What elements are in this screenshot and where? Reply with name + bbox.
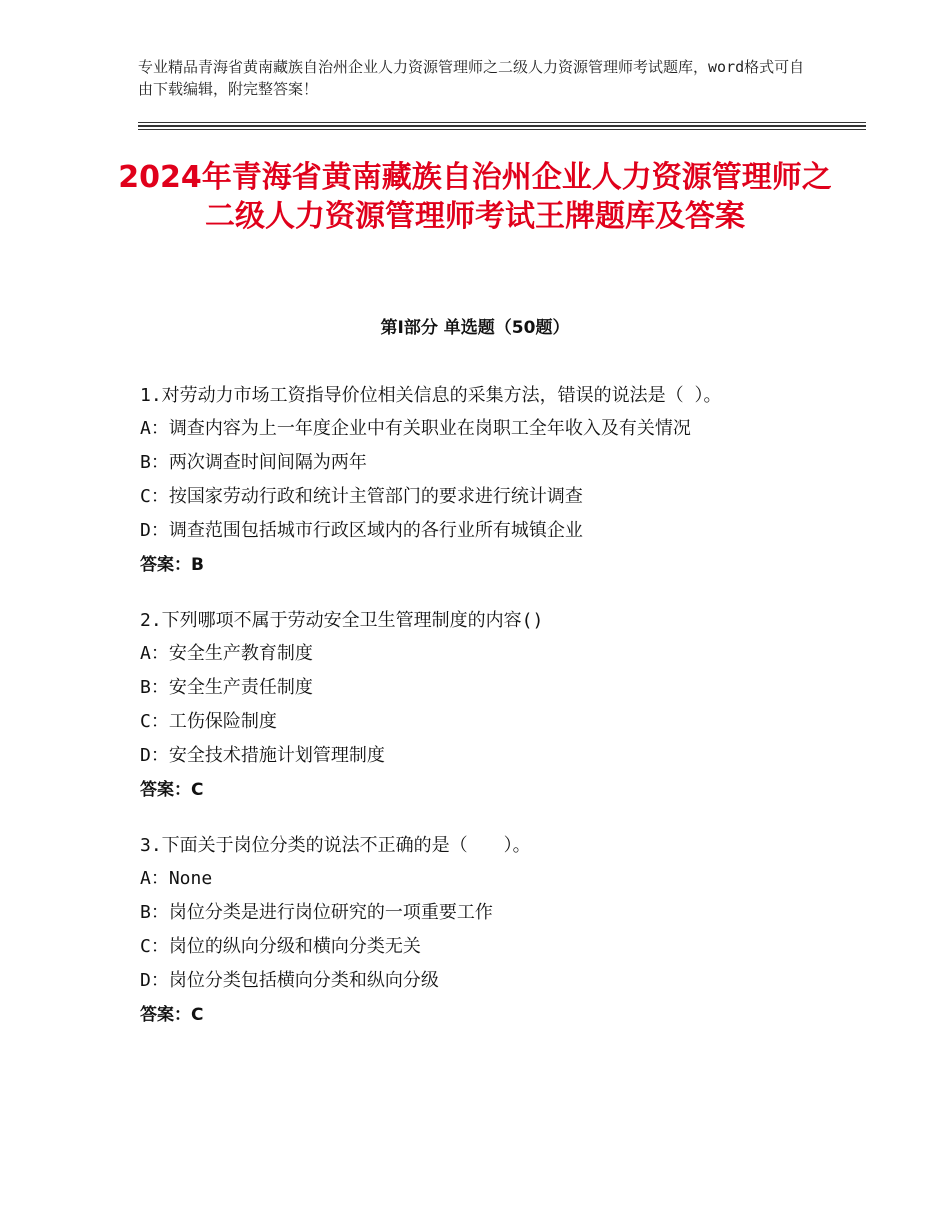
header-rule-bottom: [138, 129, 866, 130]
answer: 答案：C: [140, 1005, 204, 1025]
question-stem: 3.下面关于岗位分类的说法不正确的是（ ）。: [140, 835, 531, 856]
question-list: [140, 380, 820, 1055]
question-stem: 2.下列哪项不属于劳动安全卫生管理制度的内容(): [140, 610, 544, 631]
question-3: [140, 830, 820, 1032]
option-a: A：None: [140, 868, 213, 889]
header-note: 专业精品青海省黄南藏族自治州企业人力资源管理师之二级人力资源管理师考试题库，word格式可自由下载编辑，附完整答案！: [138, 58, 805, 98]
option-c: C：工伤保险制度: [140, 711, 277, 732]
header-rule-middle: [138, 125, 866, 127]
question-stem: 1.对劳动力市场工资指导价位相关信息的采集方法，错误的说法是（ ）。: [140, 385, 722, 406]
header-rule-top: [138, 122, 866, 123]
option-b: B：两次调查时间间隔为两年: [140, 452, 367, 473]
question-2: [140, 605, 820, 807]
document-title: 2024年青海省黄南藏族自治州企业人力资源管理师之二级人力资源管理师考试王牌题库及答案: [118, 160, 832, 234]
option-a: A：安全生产教育制度: [140, 643, 313, 664]
option-b: B：岗位分类是进行岗位研究的一项重要工作: [140, 902, 493, 923]
question-1: [140, 380, 820, 582]
option-d: D：安全技术措施计划管理制度: [140, 745, 385, 766]
answer: 答案：B: [140, 555, 204, 575]
option-d: D：岗位分类包括横向分类和纵向分级: [140, 970, 439, 991]
option-c: C：按国家劳动行政和统计主管部门的要求进行统计调查: [140, 486, 583, 507]
option-c: C：岗位的纵向分级和横向分类无关: [140, 936, 421, 957]
option-b: B：安全生产责任制度: [140, 677, 313, 698]
section-title: 第Ⅰ部分 单选题（50题）: [380, 318, 570, 338]
answer: 答案：C: [140, 780, 204, 800]
option-d: D：调查范围包括城市行政区域内的各行业所有城镇企业: [140, 520, 583, 541]
option-a: A：调查内容为上一年度企业中有关职业在岗职工全年收入及有关情况: [140, 418, 691, 439]
